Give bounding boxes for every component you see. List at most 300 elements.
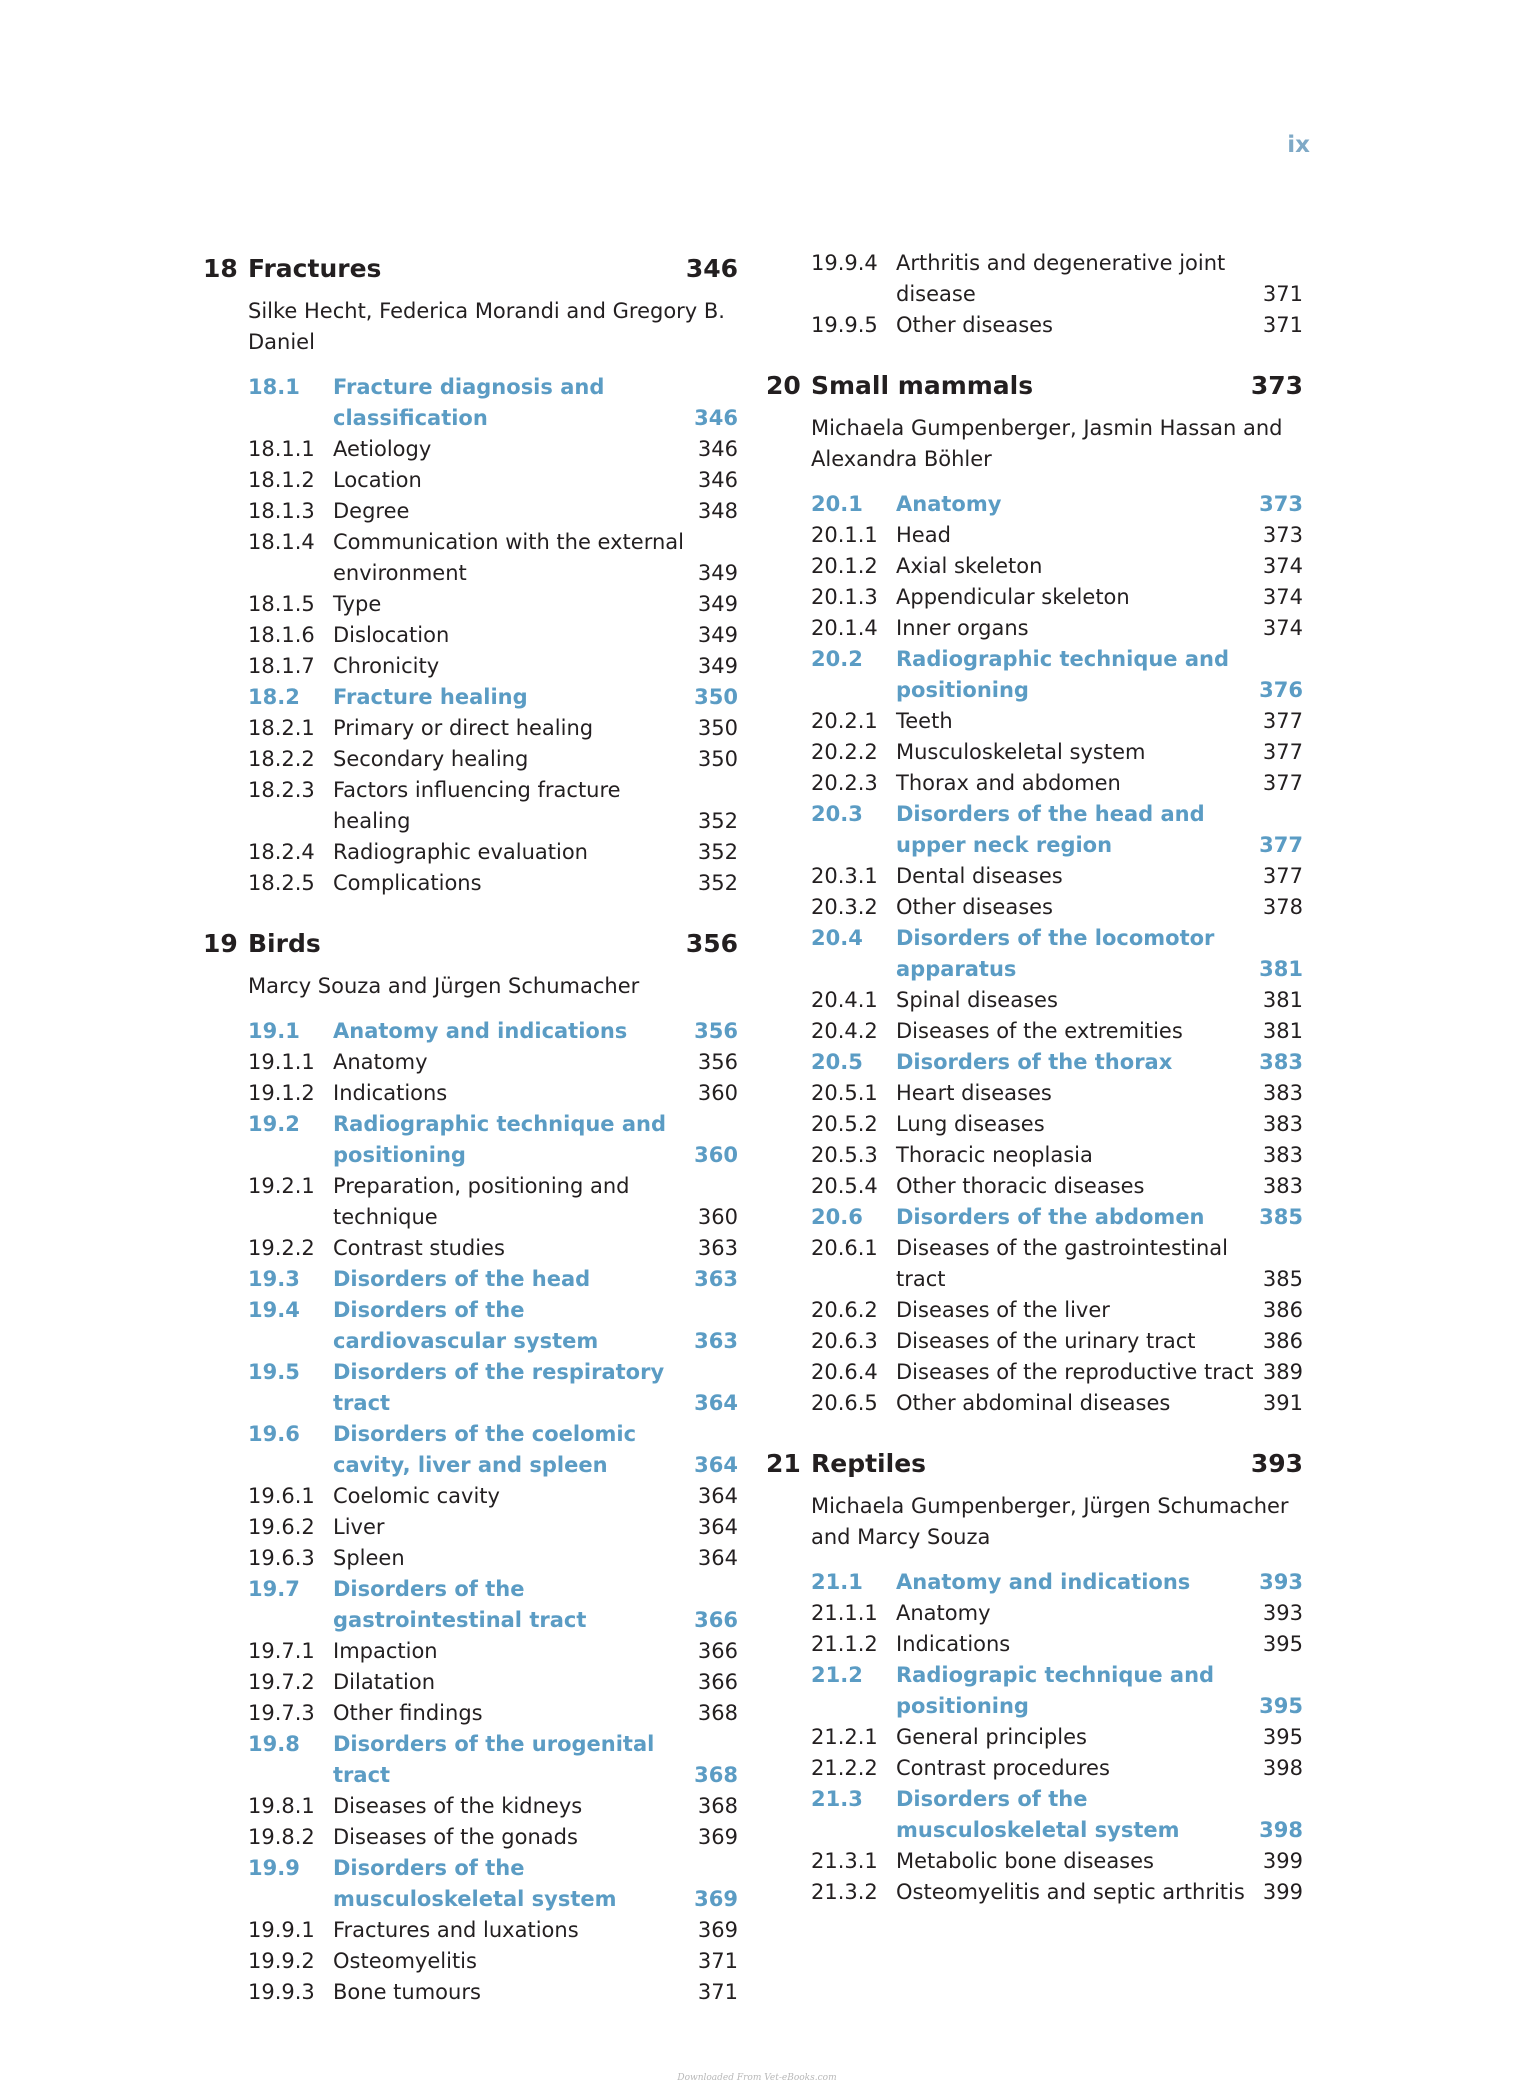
entry-title: Thoracic neoplasia xyxy=(896,1143,1093,1167)
entry-title: Anatomy xyxy=(896,1601,991,1625)
toc-subsection-entry[interactable] xyxy=(766,613,1303,644)
chapter-number: 19 xyxy=(203,929,238,958)
chapter-page: 373 xyxy=(1250,371,1303,400)
entry-number: 20.2.2 xyxy=(811,740,878,764)
chapter-heading[interactable] xyxy=(203,923,738,965)
entry-title: Anatomy xyxy=(896,492,1002,516)
toc-section-entry[interactable] xyxy=(203,1109,738,1171)
entry-title: Diseases of the extremities xyxy=(896,1019,1183,1043)
chapter-page: 346 xyxy=(685,254,738,283)
entry-number: 18.1.2 xyxy=(248,468,315,492)
entry-page: 366 xyxy=(697,1639,738,1663)
toc-section-entry[interactable] xyxy=(203,682,738,713)
entry-number: 18.2.1 xyxy=(248,716,315,740)
entry-number: 19.6.2 xyxy=(248,1515,315,1539)
toc-subsection-entry[interactable] xyxy=(766,1388,1303,1419)
toc-subsection-entry[interactable] xyxy=(203,1915,738,1946)
entry-title: Diseases of the reproductive tract xyxy=(896,1360,1254,1384)
toc-section-entry[interactable] xyxy=(203,1574,738,1636)
toc-section-entry[interactable] xyxy=(766,799,1303,861)
entry-number: 20.6.2 xyxy=(811,1298,878,1322)
toc-subsection-entry[interactable] xyxy=(203,837,738,868)
entry-page: 350 xyxy=(697,747,738,771)
entry-title: Metabolic bone diseases xyxy=(896,1849,1154,1873)
toc-subsection-entry[interactable] xyxy=(203,1481,738,1512)
entry-number: 20.2 xyxy=(811,647,863,671)
entry-number: 21.1.2 xyxy=(811,1632,878,1656)
entry-number: 19.9.2 xyxy=(248,1949,315,1973)
entry-page: 398 xyxy=(1259,1818,1303,1842)
entry-number: 19.2.1 xyxy=(248,1174,315,1198)
entry-title: Diseases of the urinary tract xyxy=(896,1329,1196,1353)
entry-page: 371 xyxy=(1262,282,1303,306)
chapter-authors: Silke Hecht, Federica Morandi and Gregory B. Daniel xyxy=(248,299,725,354)
entry-number: 20.4 xyxy=(811,926,863,950)
entry-page: 346 xyxy=(697,468,738,492)
entry-number: 19.9.5 xyxy=(811,313,878,337)
entry-page: 371 xyxy=(1262,313,1303,337)
entry-number: 19.4 xyxy=(248,1298,300,1322)
toc-subsection-entry[interactable] xyxy=(766,737,1303,768)
chapter-authors: Marcy Souza and Jürgen Schumacher xyxy=(248,974,640,998)
entry-number: 20.5.2 xyxy=(811,1112,878,1136)
toc-subsection-entry[interactable] xyxy=(203,1698,738,1729)
entry-title: Disorders of the respiratory tract xyxy=(333,1360,665,1415)
entry-number: 20.5.3 xyxy=(811,1143,878,1167)
entry-number: 19.6.3 xyxy=(248,1546,315,1570)
entry-page: 385 xyxy=(1259,1205,1303,1229)
entry-number: 20.3.1 xyxy=(811,864,878,888)
entry-title: Anatomy and indications xyxy=(896,1570,1191,1594)
chapter-page: 356 xyxy=(685,929,738,958)
entry-page: 364 xyxy=(694,1453,738,1477)
toc-subsection-entry[interactable] xyxy=(766,1846,1303,1877)
entry-title: Disorders of the cardiovascular system xyxy=(333,1298,599,1353)
entry-title: Secondary healing xyxy=(333,747,529,771)
entry-title: Complications xyxy=(333,871,482,895)
entry-page: 374 xyxy=(1262,585,1303,609)
entry-title: Indications xyxy=(333,1081,448,1105)
entry-title: Contrast procedures xyxy=(896,1756,1110,1780)
entry-title: Disorders of the locomotor apparatus xyxy=(896,926,1215,981)
toc-subsection-entry[interactable] xyxy=(203,1233,738,1264)
entry-title: Disorders of the head xyxy=(333,1267,591,1291)
toc-subsection-entry[interactable] xyxy=(766,985,1303,1016)
entry-number: 21.3.2 xyxy=(811,1880,878,1904)
entry-number: 21.1 xyxy=(811,1570,863,1594)
entry-page: 366 xyxy=(697,1670,738,1694)
toc-subsection-entry[interactable] xyxy=(203,620,738,651)
entry-number: 21.2.1 xyxy=(811,1725,878,1749)
toc-right-column xyxy=(766,248,1303,1908)
toc-subsection-entry[interactable] xyxy=(766,1109,1303,1140)
entry-page: 352 xyxy=(697,809,738,833)
entry-title: Fracture diagnosis and classification xyxy=(333,375,605,430)
toc-subsection-entry[interactable] xyxy=(203,465,738,496)
entry-page: 377 xyxy=(1262,771,1303,795)
entry-page: 356 xyxy=(694,1019,738,1043)
toc-subsection-entry[interactable] xyxy=(766,551,1303,582)
entry-number: 21.2 xyxy=(811,1663,863,1687)
entry-number: 18.2 xyxy=(248,685,300,709)
entry-page: 371 xyxy=(697,1949,738,1973)
entry-title: Factors influencing fracture healing xyxy=(333,778,621,833)
toc-subsection-entry[interactable] xyxy=(203,775,738,837)
entry-number: 21.2.2 xyxy=(811,1756,878,1780)
toc-subsection-entry[interactable] xyxy=(203,1047,738,1078)
toc-subsection-entry[interactable] xyxy=(203,1512,738,1543)
toc-subsection-entry[interactable] xyxy=(766,1629,1303,1660)
entry-title: Thorax and abdomen xyxy=(896,771,1121,795)
toc-subsection-entry[interactable] xyxy=(766,310,1303,341)
entry-number: 18.2.2 xyxy=(248,747,315,771)
entry-number: 19.2.2 xyxy=(248,1236,315,1260)
entry-title: Disorders of the head and upper neck region xyxy=(896,802,1205,857)
entry-number: 18.2.3 xyxy=(248,778,315,802)
toc-subsection-entry[interactable] xyxy=(766,1326,1303,1357)
entry-number: 20.6.3 xyxy=(811,1329,878,1353)
entry-title: Other findings xyxy=(333,1701,483,1725)
chapter-heading[interactable] xyxy=(203,248,738,290)
entry-page: 377 xyxy=(1262,740,1303,764)
toc-section-entry[interactable] xyxy=(766,923,1303,985)
entry-page: 386 xyxy=(1262,1298,1303,1322)
entry-page: 356 xyxy=(697,1050,738,1074)
entry-title: Degree xyxy=(333,499,410,523)
entry-number: 20.1.4 xyxy=(811,616,878,640)
toc-subsection-entry[interactable] xyxy=(766,1722,1303,1753)
entry-page: 360 xyxy=(697,1205,738,1229)
toc-subsection-entry[interactable] xyxy=(203,1946,738,1977)
entry-page: 369 xyxy=(694,1887,738,1911)
entry-page: 383 xyxy=(1259,1050,1303,1074)
entry-page: 381 xyxy=(1262,988,1303,1012)
entry-title: Appendicular skeleton xyxy=(896,585,1130,609)
chapter-authors: Michaela Gumpenberger, Jürgen Schumacher and Marcy Souza xyxy=(811,1494,1289,1549)
page-number: ix xyxy=(1287,132,1310,158)
entry-title: Axial skeleton xyxy=(896,554,1043,578)
entry-title: Impaction xyxy=(333,1639,438,1663)
entry-title: Indications xyxy=(896,1632,1011,1656)
toc-subsection-entry[interactable] xyxy=(766,892,1303,923)
entry-title: Preparation, positioning and technique xyxy=(333,1174,630,1229)
toc-subsection-entry[interactable] xyxy=(766,582,1303,613)
entry-number: 20.2.1 xyxy=(811,709,878,733)
entry-number: 19.7.3 xyxy=(248,1701,315,1725)
entry-title: Dilatation xyxy=(333,1670,436,1694)
entry-number: 19.8.2 xyxy=(248,1825,315,1849)
entry-page: 360 xyxy=(694,1143,738,1167)
toc-subsection-entry[interactable] xyxy=(766,1295,1303,1326)
toc-section-entry[interactable] xyxy=(766,1784,1303,1846)
entry-title: Aetiology xyxy=(333,437,432,461)
toc-subsection-entry[interactable] xyxy=(203,1822,738,1853)
entry-number: 20.4.2 xyxy=(811,1019,878,1043)
entry-page: 399 xyxy=(1262,1880,1303,1904)
entry-page: 363 xyxy=(694,1267,738,1291)
entry-number: 18.1.7 xyxy=(248,654,315,678)
entry-page: 363 xyxy=(694,1329,738,1353)
toc-left-column xyxy=(203,248,738,2008)
entry-number: 21.3.1 xyxy=(811,1849,878,1873)
entry-page: 373 xyxy=(1259,492,1303,516)
entry-page: 386 xyxy=(1262,1329,1303,1353)
chapter-title: Small mammals xyxy=(811,371,1034,400)
entry-page: 350 xyxy=(697,716,738,740)
entry-page: 352 xyxy=(697,840,738,864)
entry-page: 368 xyxy=(697,1701,738,1725)
toc-subsection-entry[interactable] xyxy=(203,1171,738,1233)
entry-title: Type xyxy=(333,592,382,616)
toc-subsection-entry[interactable] xyxy=(203,1791,738,1822)
toc-subsection-entry[interactable] xyxy=(203,527,738,589)
entry-title: Radiographic technique and positioning xyxy=(333,1112,667,1167)
entry-title: Other diseases xyxy=(896,313,1053,337)
entry-page: 383 xyxy=(1262,1112,1303,1136)
entry-number: 19.6 xyxy=(248,1422,300,1446)
entry-page: 369 xyxy=(697,1918,738,1942)
entry-title: Other diseases xyxy=(896,895,1053,919)
toc-subsection-entry[interactable] xyxy=(766,248,1303,310)
toc-subsection-entry[interactable] xyxy=(766,1233,1303,1295)
toc-subsection-entry[interactable] xyxy=(203,651,738,682)
entry-page: 369 xyxy=(697,1825,738,1849)
entry-number: 20.6 xyxy=(811,1205,863,1229)
toc-subsection-entry[interactable] xyxy=(766,768,1303,799)
entry-title: Spinal diseases xyxy=(896,988,1058,1012)
entry-title: Disorders of the gastrointestinal tract xyxy=(333,1577,587,1632)
toc-section-entry[interactable] xyxy=(766,644,1303,706)
entry-number: 18.1.3 xyxy=(248,499,315,523)
entry-page: 393 xyxy=(1259,1570,1303,1594)
entry-number: 19.9.3 xyxy=(248,1980,315,2004)
entry-page: 364 xyxy=(697,1546,738,1570)
toc-subsection-entry[interactable] xyxy=(203,744,738,775)
entry-page: 364 xyxy=(697,1484,738,1508)
entry-page: 371 xyxy=(697,1980,738,2004)
entry-title: Radiograpic technique and positioning xyxy=(896,1663,1215,1718)
entry-number: 20.5.1 xyxy=(811,1081,878,1105)
entry-title: Diseases of the liver xyxy=(896,1298,1110,1322)
entry-title: Location xyxy=(333,468,422,492)
entry-title: Head xyxy=(896,523,951,547)
entry-title: Teeth xyxy=(896,709,953,733)
entry-title: Radiographic evaluation xyxy=(333,840,588,864)
entry-page: 349 xyxy=(697,654,738,678)
entry-title: Other thoracic diseases xyxy=(896,1174,1145,1198)
entry-title: Bone tumours xyxy=(333,1980,481,2004)
chapter-number: 20 xyxy=(766,371,801,400)
entry-number: 18.1.6 xyxy=(248,623,315,647)
toc-subsection-entry[interactable] xyxy=(766,861,1303,892)
entry-title: Dislocation xyxy=(333,623,450,647)
entry-page: 374 xyxy=(1262,554,1303,578)
entry-number: 19.7.2 xyxy=(248,1670,315,1694)
entry-page: 383 xyxy=(1262,1174,1303,1198)
entry-title: Disorders of the musculoskeletal system xyxy=(896,1787,1180,1842)
entry-page: 377 xyxy=(1262,864,1303,888)
chapter-number: 18 xyxy=(203,254,238,283)
toc-subsection-entry[interactable] xyxy=(766,520,1303,551)
entry-number: 18.1.4 xyxy=(248,530,315,554)
toc-subsection-entry[interactable] xyxy=(766,1753,1303,1784)
entry-number: 19.6.1 xyxy=(248,1484,315,1508)
entry-title: Anatomy xyxy=(333,1050,428,1074)
toc-subsection-entry[interactable] xyxy=(203,1543,738,1574)
entry-number: 19.9.4 xyxy=(811,251,878,275)
toc-section-entry[interactable] xyxy=(203,1357,738,1419)
toc-subsection-entry[interactable] xyxy=(766,1078,1303,1109)
entry-page: 391 xyxy=(1262,1391,1303,1415)
entry-number: 20.5 xyxy=(811,1050,863,1074)
entry-title: Other abdominal diseases xyxy=(896,1391,1171,1415)
toc-subsection-entry[interactable] xyxy=(766,1140,1303,1171)
entry-page: 349 xyxy=(697,623,738,647)
entry-page: 364 xyxy=(694,1391,738,1415)
toc-subsection-entry[interactable] xyxy=(203,1667,738,1698)
toc-section-entry[interactable] xyxy=(766,1047,1303,1078)
entry-page: 363 xyxy=(697,1236,738,1260)
toc-section-entry[interactable] xyxy=(203,1016,738,1047)
entry-title: General principles xyxy=(896,1725,1087,1749)
toc-subsection-entry[interactable] xyxy=(203,434,738,465)
entry-title: Diseases of the gastrointestinal tract xyxy=(896,1236,1228,1291)
toc-subsection-entry[interactable] xyxy=(766,706,1303,737)
entry-page: 383 xyxy=(1262,1081,1303,1105)
toc-subsection-entry[interactable] xyxy=(203,1977,738,2008)
entry-number: 20.1 xyxy=(811,492,863,516)
entry-page: 374 xyxy=(1262,616,1303,640)
entry-number: 19.3 xyxy=(248,1267,300,1291)
toc-subsection-entry[interactable] xyxy=(766,1016,1303,1047)
entry-page: 346 xyxy=(697,437,738,461)
entry-page: 349 xyxy=(697,561,738,585)
entry-title: Primary or direct healing xyxy=(333,716,594,740)
entry-number: 19.1.2 xyxy=(248,1081,315,1105)
chapter-heading[interactable] xyxy=(766,1443,1303,1485)
entry-number: 20.6.1 xyxy=(811,1236,878,1260)
entry-page: 368 xyxy=(694,1763,738,1787)
toc-subsection-entry[interactable] xyxy=(203,1636,738,1667)
entry-number: 21.1.1 xyxy=(811,1601,878,1625)
entry-number: 20.5.4 xyxy=(811,1174,878,1198)
toc-subsection-entry[interactable] xyxy=(203,713,738,744)
entry-page: 398 xyxy=(1262,1756,1303,1780)
toc-section-entry[interactable] xyxy=(766,489,1303,520)
entry-title: Anatomy and indications xyxy=(333,1019,628,1043)
entry-number: 21.3 xyxy=(811,1787,863,1811)
entry-page: 381 xyxy=(1259,957,1303,981)
entry-title: Disorders of the urogenital tract xyxy=(333,1732,655,1787)
entry-title: Diseases of the gonads xyxy=(333,1825,578,1849)
entry-title: Spleen xyxy=(333,1546,405,1570)
entry-title: Fracture healing xyxy=(333,685,528,709)
entry-title: Disorders of the abdomen xyxy=(896,1205,1205,1229)
entry-page: 364 xyxy=(697,1515,738,1539)
entry-page: 349 xyxy=(697,592,738,616)
toc-subsection-entry[interactable] xyxy=(766,1357,1303,1388)
toc-subsection-entry[interactable] xyxy=(766,1598,1303,1629)
toc-subsection-entry[interactable] xyxy=(203,868,738,899)
entry-number: 20.1.3 xyxy=(811,585,878,609)
entry-title: Coelomic cavity xyxy=(333,1484,500,1508)
entry-title: Disorders of the musculoskeletal system xyxy=(333,1856,617,1911)
toc-section-entry[interactable] xyxy=(766,1202,1303,1233)
entry-title: Musculoskeletal system xyxy=(896,740,1146,764)
entry-number: 19.5 xyxy=(248,1360,300,1384)
toc-section-entry[interactable] xyxy=(203,1419,738,1481)
toc-subsection-entry[interactable] xyxy=(766,1877,1303,1908)
toc-section-entry[interactable] xyxy=(766,1660,1303,1722)
entry-title: Diseases of the kidneys xyxy=(333,1794,583,1818)
entry-title: Contrast studies xyxy=(333,1236,505,1260)
entry-number: 19.7.1 xyxy=(248,1639,315,1663)
toc-section-entry[interactable] xyxy=(203,1729,738,1791)
entry-number: 19.8 xyxy=(248,1732,300,1756)
entry-page: 383 xyxy=(1262,1143,1303,1167)
entry-number: 19.9 xyxy=(248,1856,300,1880)
entry-title: Radiographic technique and positioning xyxy=(896,647,1230,702)
entry-page: 381 xyxy=(1262,1019,1303,1043)
entry-page: 395 xyxy=(1262,1725,1303,1749)
toc-subsection-entry[interactable] xyxy=(203,496,738,527)
toc-subsection-entry[interactable] xyxy=(203,1078,738,1109)
entry-page: 346 xyxy=(694,406,738,430)
entry-title: Chronicity xyxy=(333,654,440,678)
entry-page: 360 xyxy=(697,1081,738,1105)
chapter-heading[interactable] xyxy=(766,365,1303,407)
chapter-page: 393 xyxy=(1250,1449,1303,1478)
entry-number: 19.8.1 xyxy=(248,1794,315,1818)
entry-number: 20.6.5 xyxy=(811,1391,878,1415)
entry-page: 378 xyxy=(1262,895,1303,919)
entry-title: Liver xyxy=(333,1515,385,1539)
toc-section-entry[interactable] xyxy=(766,1567,1303,1598)
entry-page: 395 xyxy=(1262,1632,1303,1656)
entry-page: 377 xyxy=(1259,833,1303,857)
chapter-title: Reptiles xyxy=(811,1449,927,1478)
toc-section-entry[interactable] xyxy=(203,372,738,434)
entry-page: 373 xyxy=(1262,523,1303,547)
entry-page: 399 xyxy=(1262,1849,1303,1873)
entry-page: 377 xyxy=(1262,709,1303,733)
toc-section-entry[interactable] xyxy=(203,1264,738,1295)
toc-section-entry[interactable] xyxy=(203,1295,738,1357)
entry-title: Osteomyelitis and septic arthritis xyxy=(896,1880,1245,1904)
entry-title: Heart diseases xyxy=(896,1081,1052,1105)
entry-title: Inner organs xyxy=(896,616,1029,640)
entry-page: 376 xyxy=(1259,678,1303,702)
entry-number: 19.2 xyxy=(248,1112,300,1136)
toc-subsection-entry[interactable] xyxy=(203,589,738,620)
entry-number: 20.2.3 xyxy=(811,771,878,795)
entry-title: Arthritis and degenerative joint disease xyxy=(896,251,1226,306)
entry-page: 389 xyxy=(1262,1360,1303,1384)
entry-number: 20.3.2 xyxy=(811,895,878,919)
entry-number: 20.3 xyxy=(811,802,863,826)
entry-title: Osteomyelitis xyxy=(333,1949,477,1973)
entry-page: 352 xyxy=(697,871,738,895)
entry-page: 395 xyxy=(1259,1694,1303,1718)
entry-page: 368 xyxy=(697,1794,738,1818)
entry-title: Fractures and luxations xyxy=(333,1918,579,1942)
toc-section-entry[interactable] xyxy=(203,1853,738,1915)
entry-number: 18.1 xyxy=(248,375,300,399)
entry-page: 385 xyxy=(1262,1267,1303,1291)
entry-page: 393 xyxy=(1262,1601,1303,1625)
entry-number: 18.2.4 xyxy=(248,840,315,864)
toc-subsection-entry[interactable] xyxy=(766,1171,1303,1202)
